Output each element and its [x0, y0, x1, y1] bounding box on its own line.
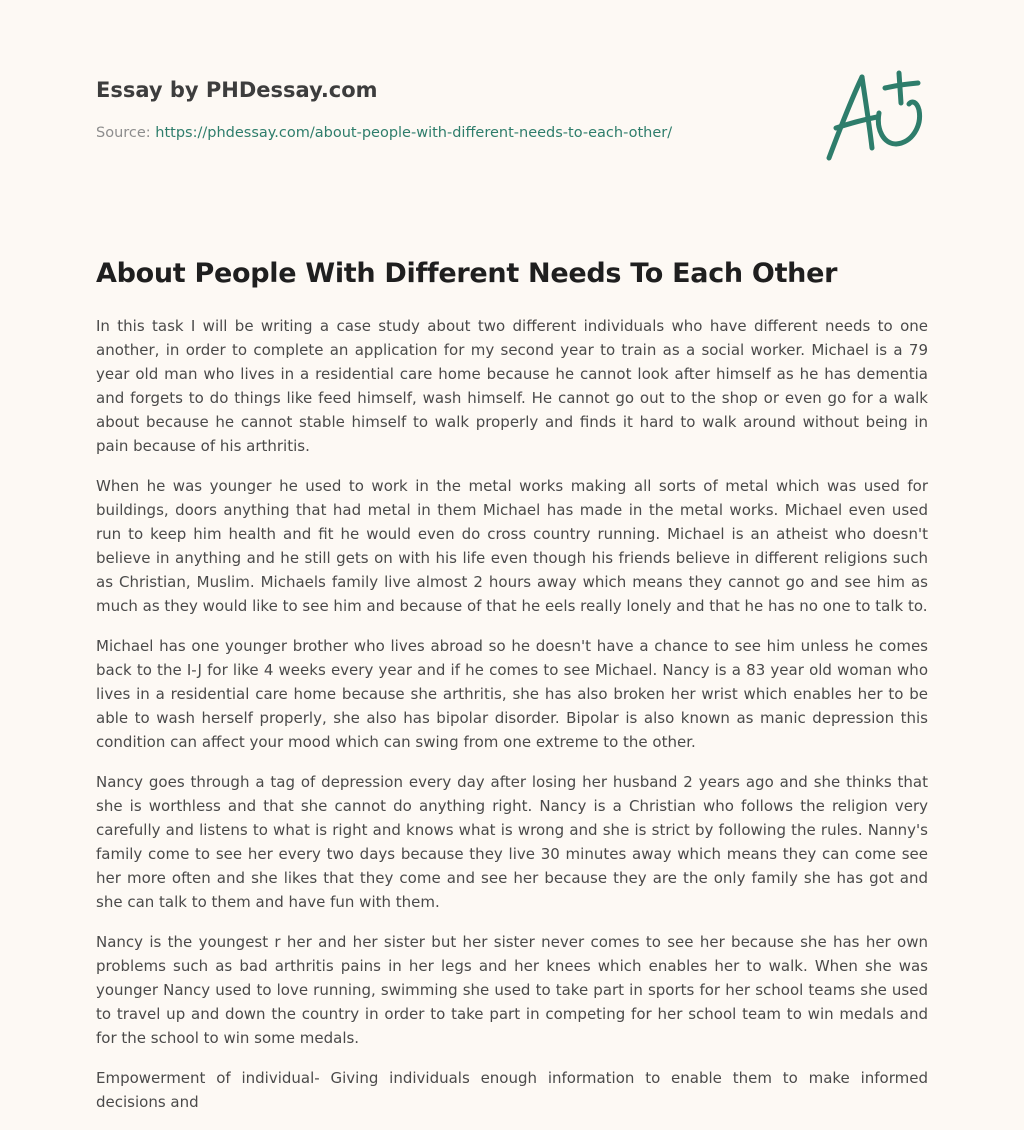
- essay-paragraph: Nancy goes through a tag of depression every day after losing her husband 2 years ago and she thinks that she is worthless and that she cannot do anything right. Nancy is a Christian who follows the religion very carefully and listens to what is right and knows what is wrong and she is strict by following the rules. Nanny's family come to see her every two days because they live 30 minutes away which means they can come see her more often and she likes that they come and see her because they are the only family she has got and she can talk to them and have fun with them.: [96, 773, 928, 911]
- source-link[interactable]: https://phdessay.com/about-people-with-different-needs-to-each-other/: [155, 125, 673, 141]
- source-label: Source:: [96, 125, 156, 141]
- source-line: [96, 123, 928, 143]
- essay-header: [96, 76, 928, 143]
- essay-title: About People With Different Needs To Each Other: [96, 258, 838, 289]
- essay-paragraph: When he was younger he used to work in the metal works making all sorts of metal which was used for buildings, doors anything that had metal in them Michael has made in the metal works. Michael even used run to keep him health and fit he would even do cross country running. Michael is an atheist who doesn't believe in anything and he still gets on with his life even though his friends believe in different religions such as Christian, Muslim. Michaels family live almost 2 hours away which means they cannot go and see him as much as they would like to see him and because of that he eels really lonely and that he has no one to talk to.: [96, 477, 928, 615]
- essay-paragraph: Nancy is the youngest r her and her sister but her sister never comes to see her because she has her own problems such as bad arthritis pains in her legs and her knees which enables her to walk. When she was younger Nancy used to love running, swimming she used to take part in sports for her school teams she used to travel up and down the country in order to take part in competing for her school team to win medals and for the school to win some medals.: [96, 933, 928, 1047]
- essay-paragraph: Michael has one younger brother who lives abroad so he doesn't have a chance to see him unless he comes back to the I-J for like 4 weeks every year and if he comes to see Michael. Nancy is a 83 year old woman who lives in a residential care home because she arthritis, she has also broken her wrist which enables her to be able to wash herself properly, she also has bipolar disorder. Bipolar is also known as manic depression this condition can affect your mood which can swing from one extreme to the other.: [96, 637, 928, 751]
- brand-title: Essay by PHDessay.com: [96, 78, 378, 102]
- a-plus-grade-logo-icon: [822, 68, 928, 166]
- essay-body: [96, 314, 928, 1130]
- essay-paragraph: Empowerment of individual- Giving individuals enough information to enable them to make informed decisions and: [96, 1069, 928, 1111]
- essay-paragraph: In this task I will be writing a case study about two different individuals who have different needs to one another, in order to complete an application for my second year to train as a social worker. Michael is a 79 year old man who lives in a residential care home because he cannot look after himself as he has dementia and forgets to do things like feed himself, wash himself. He cannot go out to the shop or even go for a walk about because he cannot stable himself to walk properly and finds it hard to walk around without being in pain because of his arthritis.: [96, 317, 928, 455]
